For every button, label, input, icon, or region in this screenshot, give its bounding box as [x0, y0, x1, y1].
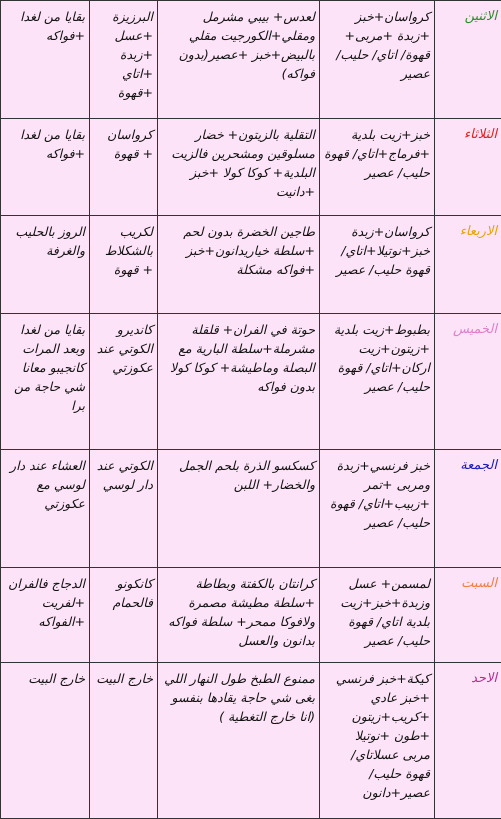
dinner-text: الروز بالحليب والغرفة	[15, 224, 85, 258]
lunch-cell	[158, 663, 320, 819]
lunch-text: لعدس+ بيبي مشرمل ومقلي+الكورجيت مقلي بالبيض+خبز +عصير(بدون فواكه)	[179, 9, 315, 81]
lunch-cell	[158, 450, 320, 568]
lunch-cell	[158, 568, 320, 663]
snack-cell	[90, 216, 158, 314]
day-label: الاحد	[471, 671, 497, 686]
lunch-text: كسكسو الذرة بلحم الجمل والخضار+ اللبن	[179, 458, 315, 492]
breakfast-text: كرواسان+خبز +زبدة +مربى+ قهوة/ اتاي/ حليب/عصير	[336, 9, 430, 81]
lunch-cell	[158, 216, 320, 314]
snack-text: الكوتي عند دار لوسي	[97, 458, 153, 492]
dinner-text: بقايا من لغدا +فواكه	[20, 9, 85, 43]
day-cell	[435, 314, 501, 450]
day-label: الثلاثاء	[464, 127, 497, 142]
dinner-text: خارج البيت	[28, 671, 85, 686]
lunch-text: ممنوع الطبخ طول النهار اللي بغى شي حاجة يقادها بنفسو (انا خارج التغطية )	[164, 671, 315, 724]
breakfast-text: خبز+زيت بلدية +فرماج+اتاي/ قهوة حليب/ عصير	[324, 127, 430, 180]
snack-cell	[90, 568, 158, 663]
breakfast-cell	[320, 216, 435, 314]
snack-cell	[90, 663, 158, 819]
breakfast-cell	[320, 119, 435, 216]
lunch-cell	[158, 314, 320, 450]
lunch-cell	[158, 119, 320, 216]
snack-text: كانديرو الكوتي عند عكوزتي	[97, 322, 153, 375]
snack-cell	[90, 314, 158, 450]
dinner-cell	[1, 314, 90, 450]
menu-row	[1, 119, 501, 216]
day-label: الاثنين	[465, 9, 497, 24]
menu-row	[1, 314, 501, 450]
day-label: السبت	[461, 576, 497, 591]
snack-text: كانكونو فالحمام	[113, 576, 153, 610]
snack-text: خارج البيت	[96, 671, 153, 686]
day-label: الجمعة	[460, 458, 497, 473]
breakfast-text: بطبوط+زيت بلدية +زيتون+زيت اركان+اتاي/ قهوة حليب/ عصير	[334, 322, 430, 394]
snack-text: لكريب بالشكلاط + قهوة	[105, 224, 153, 277]
day-cell	[435, 1, 501, 119]
menu-row	[1, 663, 501, 819]
breakfast-cell	[320, 314, 435, 450]
dinner-text: بقايا من لغدا وبعد المرات كانجيبو معانا شي حاجة من برا	[14, 322, 85, 413]
day-label: الاربعاء	[460, 224, 497, 239]
breakfast-cell	[320, 1, 435, 119]
snack-cell	[90, 1, 158, 119]
breakfast-cell	[320, 450, 435, 568]
weekly-menu-body	[1, 1, 501, 819]
day-cell	[435, 216, 501, 314]
snack-cell	[90, 119, 158, 216]
lunch-text: التقلية بالزيتون+ خضار مسلوقين ومشحرين فالزيت البلدية+ كوكا كولا +خبز +دانيت	[171, 127, 315, 199]
dinner-text: بقايا من لغدا +فواكه	[20, 127, 85, 161]
breakfast-text: كرواسان+زبدة خبز+نوتيلا+اتاي/ قهوة حليب/ عصير	[336, 224, 430, 277]
breakfast-text: كيكة+خبز فرنسي +خبز عادي +كريب+زيتون +طون +نوتيلا مربى عسلاتاي/ قهوة حليب/ عصير+دانون	[336, 671, 430, 800]
breakfast-text: خبز فرنسي+زبدة ومربى +تمر +زبيب+اتاي/ قهوة حليب/ عصير	[330, 458, 430, 530]
dinner-cell	[1, 119, 90, 216]
dinner-text: العشاء عند دار لوسي مع عكوزتي	[10, 458, 85, 511]
dinner-cell	[1, 450, 90, 568]
lunch-text: طاجين الخضرة بدون لحم +سلطة خياريدانون+خبز +فواكه مشكلة	[183, 224, 315, 277]
menu-row	[1, 216, 501, 314]
dinner-cell	[1, 568, 90, 663]
lunch-text: كرانتان بالكفتة وبطاطة +سلطة مطيشة مصمرة ولافوكا ممحر+ سلطة فواكه بدانون والعسل	[168, 576, 315, 648]
day-cell	[435, 663, 501, 819]
day-label: الخميس	[453, 322, 497, 337]
breakfast-cell	[320, 663, 435, 819]
snack-text: كرواسان + قهوة	[107, 127, 153, 161]
snack-cell	[90, 450, 158, 568]
dinner-cell	[1, 663, 90, 819]
menu-row	[1, 1, 501, 119]
dinner-cell	[1, 216, 90, 314]
lunch-cell	[158, 1, 320, 119]
breakfast-text: لمسمن+ عسل وزبدة+خبز+زيت بلدية اتاي/ قهوة حليب/ عصير	[340, 576, 430, 648]
day-cell	[435, 450, 501, 568]
dinner-text: الدجاج فالفران +لفريت +الفواكه	[8, 576, 85, 629]
breakfast-cell	[320, 568, 435, 663]
day-cell	[435, 568, 501, 663]
day-cell	[435, 119, 501, 216]
lunch-text: حوتة في الفران+ قلقلة مشرملة+سلطة البارية مع البصلة وماطيشة+ كوكا كولا بدون فواكه	[170, 322, 315, 394]
menu-row	[1, 450, 501, 568]
menu-row	[1, 568, 501, 663]
snack-text: البرزيزة +عسل +زبدة +اتاي +قهوة	[112, 9, 153, 100]
dinner-cell	[1, 1, 90, 119]
